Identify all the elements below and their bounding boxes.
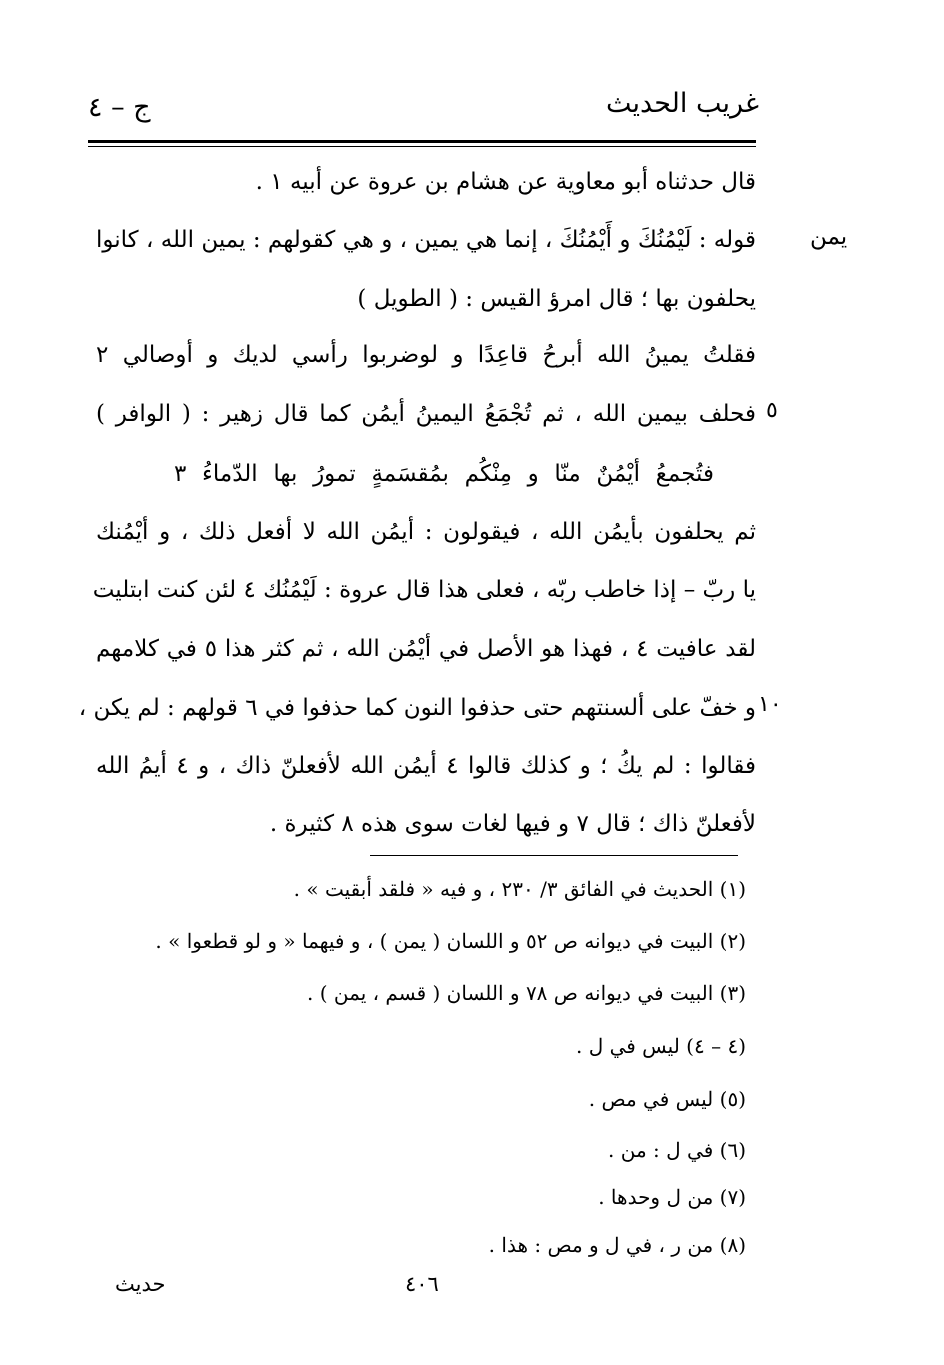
footnote-separator: [370, 855, 738, 856]
footnote-8: (٨) من ر ، في ل و مص : هذا .: [488, 1233, 746, 1257]
line-number-10: ١٠: [758, 692, 782, 717]
body-line-2: قوله : لَيْمُنُكَ و أَيْمُنُكَ ، إنما هي يمين ، و هي كقولهم : يمين الله ، كانوا: [96, 227, 756, 253]
verse-line-1: فقلتُ يمينُ الله أبرحُ قاعِدًا و لوضربوا رأسي لديك و أوصالي ٢: [96, 342, 756, 368]
body-line-3: يحلفون بها ؛ قال امرؤ القيس : ( الطويل ): [357, 286, 756, 312]
footnote-3: (٣) البيت في ديوانه ص ٧٨ و اللسان ( قسم ، يمن ) .: [307, 981, 746, 1005]
body-line-8: و خفّ على ألسنتهم حتى حذفوا النون كما حذفوا في ٦ قولهم : لم يكن ،: [78, 695, 756, 721]
header-rule-thin: [88, 146, 756, 147]
body-line-4: فحلف بيمين الله ، ثم تُجْمَعُ اليمينُ أيمُن كما قال زهير : ( الوافر ): [96, 401, 756, 427]
volume-indicator: ج – ٤: [88, 92, 151, 123]
footer-section-label: حديث: [115, 1272, 166, 1296]
verse-line-2: فتُجمعُ أيْمُنٌ منّا و مِنْكُم بمُقسَمةٍ تمورُ بها الدّماءُ ٣: [174, 461, 714, 487]
page-number: ٤٠٦: [405, 1272, 439, 1296]
body-line-10: لأفعلنّ ذاك ؛ قال ٧ و فيها لغات سوى هذه ٨ كثيرة .: [269, 811, 756, 837]
footnote-1: (١) الحديث في الفائق ٣/ ٢٣٠ ، و فيه « فلقد أبقيت » .: [293, 877, 746, 901]
running-title: غريب الحديث: [606, 88, 759, 119]
footnote-5: (٥) ليس في مص .: [588, 1087, 746, 1111]
footnote-7: (٧) من ل وحدها .: [598, 1185, 746, 1209]
body-line-7: لقد عافيت ٤ ، فهذا هو الأصل في أيْمُن الله ، ثم كثر هذا ٥ في كلامهم: [96, 636, 756, 662]
header-rule-thick: [88, 140, 756, 143]
margin-keyword: يمن: [810, 224, 848, 250]
body-line-6: يا ربّ – إذا خاطب ربّه ، فعلى هذا قال عروة : لَيْمُنُك ٤ لئن كنت ابتليت: [92, 577, 756, 603]
body-line-9: فقالوا : لم يكُ ؛ و كذلك قالوا ٤ أيمُن الله لأفعلنّ ذاك ، و ٤ أيمُ الله: [96, 753, 756, 779]
body-line-1: قال حدثناه أبو معاوية عن هشام بن عروة عن أبيه ١ .: [255, 169, 756, 195]
line-number-5: ٥: [766, 398, 778, 423]
footnote-2: (٢) البيت في ديوانه ص ٥٢ و اللسان ( يمن ) ، و فيهما « و لو قطعوا » .: [155, 929, 746, 953]
footnote-4: (٤ – ٤) ليس في ل .: [575, 1034, 746, 1058]
footnote-6: (٦) في ل : من .: [608, 1138, 746, 1162]
body-line-5: ثم يحلفون بأيمُن الله ، فيقولون : أيمُن الله لا أفعل ذلك ، و أيْمُنك: [96, 519, 756, 545]
